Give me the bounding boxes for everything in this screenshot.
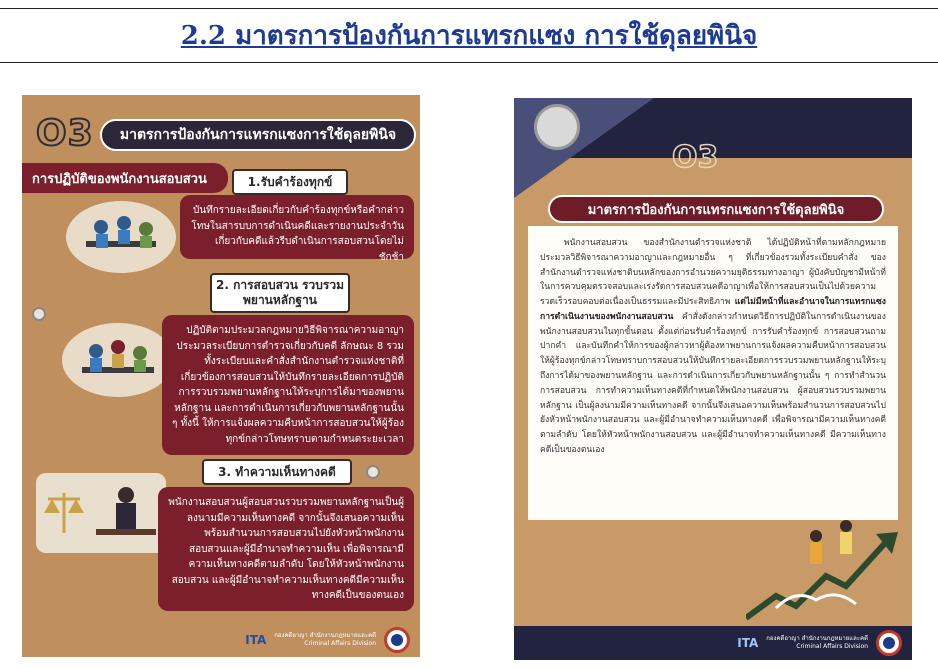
poster-subheading: การปฏิบัติของพนักงานสอบสวน (22, 163, 228, 193)
step-2-label: 2. การสอบสวน รวบรวม พยานหลักฐาน (210, 273, 350, 313)
step-1-text: บันทึกรายละเอียดเกี่ยวกับคำร้องทุกข์หรือคำกล่าวโทษในสารบบการดำเนินคดีและรายงานประจำวันเกี่ยวกับคดีแล้วรีบดำเนินการสอบสวนโดยไม่ชักช้า (180, 195, 414, 259)
poster-number: O3 (672, 140, 719, 175)
right-footer (514, 626, 912, 660)
division-name: กองคดีอาญา สำนักงานกฎหมายและคดี Criminal Affairs Division (766, 635, 868, 650)
step-1-label: 1.รับคำร้องทุกข์ (232, 169, 348, 195)
right-poster (514, 98, 912, 660)
page-title: 2.2 มาตรการป้องกันการแทรกแซง การใช้ดุลยพินิจ (180, 21, 758, 51)
seal-icon (384, 627, 410, 653)
top-triangle-decoration (514, 98, 654, 198)
ita-logo: ITA (737, 636, 759, 650)
pin-icon (32, 307, 46, 321)
step-3-text: พนักงานสอบสวนผู้สอบสวนรวบรวมพยานหลักฐานเป็นผู้ลงนามมีความเห็นทางคดี จากนั้นจึงเสนอความเห็นพร้อมสำนวนการสอบสวนไปยังหัวหน้าพนักงานสอบสวนและผู้มีอำนาจทำความเห็น เพื่อพิจารณามีความเห็นทางคดีตามลำดับ โดยให้หัวหน้าพนักงานสอบสวน และผู้มีอำนาจทำความเห็นทางคดีมีความเห็นทางคดีเป็นของตนเอง (158, 487, 414, 611)
pin-icon (366, 465, 380, 479)
ita-logo: ITA (245, 633, 267, 647)
division-name: กองคดีอาญา สำนักงานกฎหมายและคดี Criminal Affairs Division (274, 632, 376, 647)
step-3-label: 3. ทำความเห็นทางคดี (202, 459, 352, 485)
body-card (528, 226, 898, 520)
left-footer (22, 623, 420, 657)
step-2-text: ปฏิบัติตามประมวลกฎหมายวิธีพิจารณาความอาญา ประมวลระเบียบการตำรวจเกี่ยวกับคดี ลักษณะ 8 รวมทั้งระเบียบและคำสั่งสำนักงานตำรวจแห่งชาติที่เกี่ยวข้องการสอบสวนให้บันทึกรายละเอียดการปฏิบัติการรวบรวมพยานหลักฐานให้ระบุการได้มาของพยานหลักฐาน และการดำเนินการเกี่ยวกับพยานหลักฐานนั้น ๆ ทั้งนี้ ให้การแจ้งผลความคืบหน้าการสอบสวนให้ผู้ร้องทุกข์กล่าวโทษทราบตามกำหนดระยะเวลา (162, 315, 414, 455)
meeting-illustration (66, 201, 176, 273)
poster-heading: มาตรการป้องกันการแทรกแซงการใช้ดุลยพินิจ (548, 195, 884, 223)
justice-illustration (36, 473, 166, 553)
poster-heading: มาตรการป้องกันการแทรกแซงการใช้ดุลยพินิจ (100, 119, 416, 151)
poster-number: O3 (36, 113, 94, 154)
title-bar (0, 8, 938, 63)
left-poster (22, 95, 420, 657)
body-text-1: พนักงานสอบสวน ของสำนักงานตำรวจแห่งชาติ ได้ปฏิบัติหน้าที่ตามหลักกฎหมายประมวลวิธีพิจารณาความอาญาและกฎหมายอื่น ๆ ที่เกี่ยวข้องรวมทั้งระเบียบคำสั่ง ของสำนักงานตำรวจแห่งชาติบนหลักของการอำนวยความยุติธรรมทางอาญา ผู้บังคับบัญชามีหน้าที่ในการควบคุมตรวจสอบและเร่งรัดการสอบสวนคดีอาญาเพื่อให้การสอบสวนเป็นไปด้วยความรวดเร็วรอบคอบต่อเนื่องเป็นธรรมและมีประสิทธิภาพ (540, 238, 886, 308)
police-emblem-icon (534, 104, 580, 150)
body-text-2: คำสั่งดังกล่าวกำหนดวิธีการปฏิบัติในการดำเนินงานของพนักงานสอบสวนในทุกขั้นตอน ตั้งแต่ก่อนรับคำร้องทุกข์ การรับคำร้องทุกข์ การสอบสวนถามปากคำ และบันทึกคำให้การของผู้กล่าวหาผู้ต้องหาพยานการแจ้งผลความคืบหน้าการสอบสวนให้ผู้ร้องทุกข์กล่าวโทษทราบการสอบสวนให้บันทึกรายละเอียดการรวบรวมพยานหลักฐานให้ระบุถึงการได้มาของพยานหลักฐาน และการดำเนินการเกี่ยวกับพยานหลักฐานนั้น ๆ การทำสำนวนการสอบสวน การทำความเห็นทางคดีที่กำหนดให้พนักงานสอบสวน ผู้สอบสวนรวบรวมพยานหลักฐาน เป็นผู้ลงนามมีความเห็นทางคดี จากนั้นจึงเสนอความเห็นพร้อมสำนวนการสอบสวนไปยังหัวหน้าพนักงานสอบสวน และผู้มีอำนาจทำความเห็นทางคดี เพื่อพิจารณามีความเห็นทางคดีตามลำดับ โดยให้หัวหน้าพนักงานสอบสวน และผู้มีอำนาจทำความเห็นทางคดี มีความเห็นทางคดีเป็นของตนเอง (540, 311, 886, 455)
body-text-bold: แต่ไม่มีหน้าที่และอำนาจในการแทรกแซงการดำเนินงานของพนักงานสอบสวน (540, 297, 886, 322)
seal-icon (876, 630, 902, 656)
team-illustration (62, 323, 174, 397)
growth-arrow-illustration (746, 518, 906, 628)
